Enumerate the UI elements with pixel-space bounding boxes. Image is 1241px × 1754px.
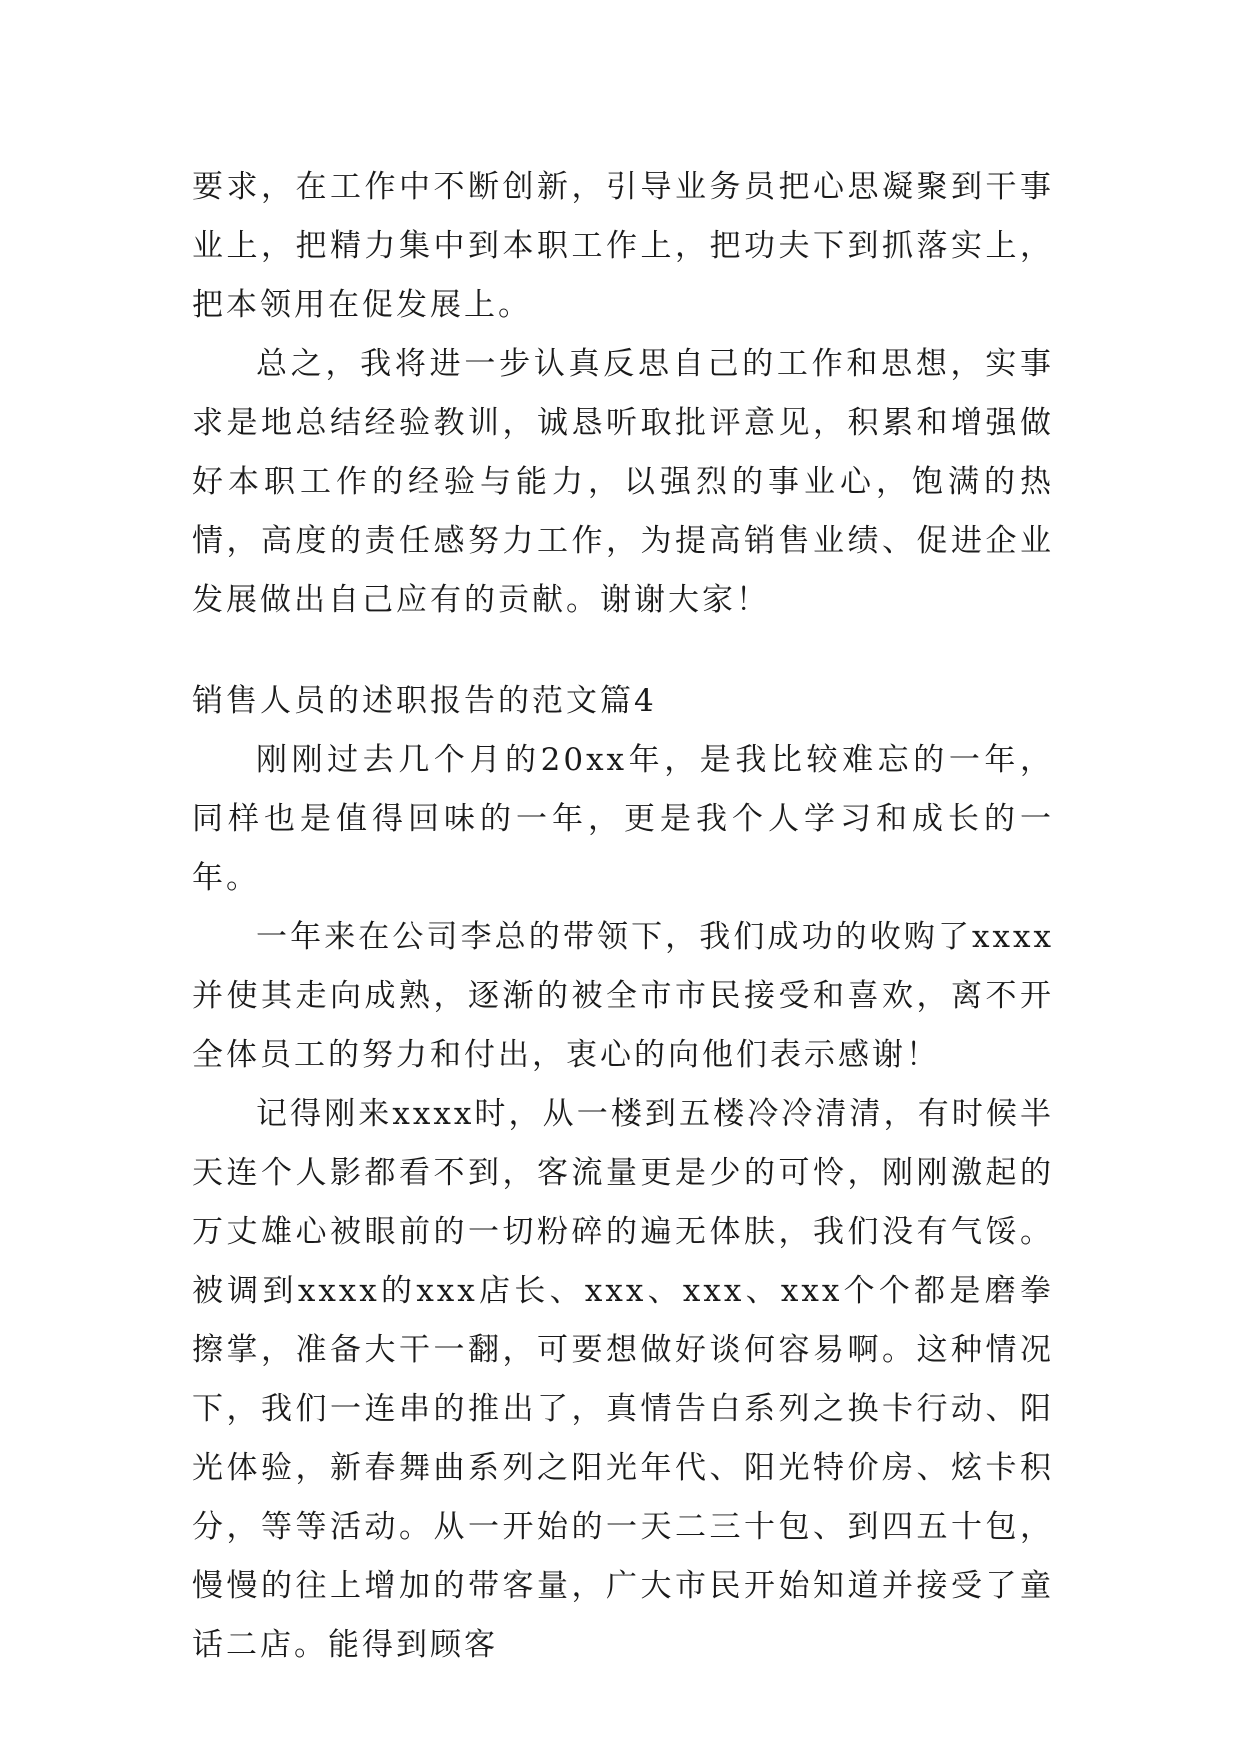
document-body bbox=[192, 158, 1054, 1675]
paragraph-2: 总之，我将进一步认真反思自己的工作和思想，实事求是地总结经验教训，诚恳听取批评意见，积累和增强做好本职工作的经验与能力，以强烈的事业心，饱满的热情，高度的责任感努力工作，为提高销售业绩、促进企业发展做出自己应有的贡献。谢谢大家！ bbox=[192, 346, 1054, 618]
paragraph-5: 记得刚来xxxx时，从一楼到五楼冷冷清清，有时候半天连个人影都看不到，客流量更是少的可怜，刚刚激起的万丈雄心被眼前的一切粉碎的遍无体肤，我们没有气馁。被调到xxxx的xxx店长、xxx、xxx、xxx个个都是磨拳擦掌，准备大干一翻，可要想做好谈何容易啊。这种情况下，我们一连串的推出了，真情告白系列之换卡行动、阳光体验，新春舞曲系列之阳光年代、阳光特价房、炫卡积分，等等活动。从一开始的一天二三十包、到四五十包，慢慢的往上增加的带客量，广大市民开始知道并接受了童话二店。能得到顾客 bbox=[192, 1096, 1054, 1663]
paragraph-1: 要求，在工作中不断创新，引导业务员把心思凝聚到干事业上，把精力集中到本职工作上，把功夫下到抓落实上，把本领用在促发展上。 bbox=[192, 169, 1054, 323]
paragraph-4: 一年来在公司李总的带领下，我们成功的收购了xxxx并使其走向成熟，逐渐的被全市市民接受和喜欢，离不开全体员工的努力和付出，衷心的向他们表示感谢！ bbox=[192, 919, 1054, 1073]
section-heading: 销售人员的述职报告的范文篇4 bbox=[192, 683, 657, 719]
paragraph-3: 刚刚过去几个月的20xx年，是我比较难忘的一年，同样也是值得回味的一年，更是我个人学习和成长的一年。 bbox=[192, 742, 1054, 896]
